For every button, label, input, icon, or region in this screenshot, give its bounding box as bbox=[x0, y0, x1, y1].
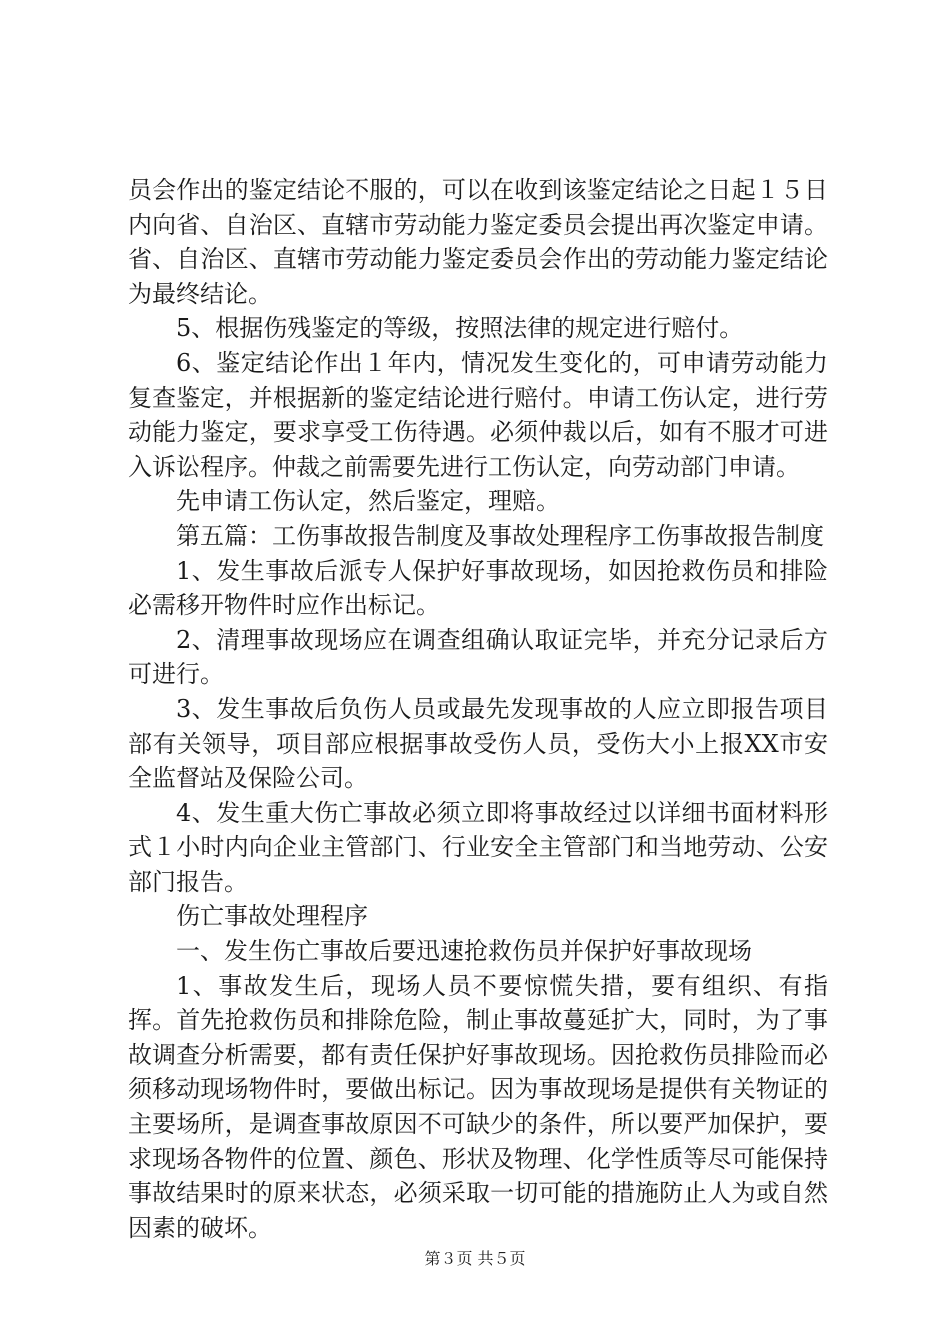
paragraph-item-5: 5、根据伤残鉴定的等级，按照法律的规定进行赔付。 bbox=[176, 314, 744, 343]
paragraph-report-2: 2、清理事故现场应在调查组确认取证完毕，并充分记录后方可进行。 bbox=[128, 625, 828, 689]
paragraph-report-1: 1、发生事故后派专人保护好事故现场，如因抢救伤员和排险必需移开物件时应作出标记。 bbox=[128, 556, 828, 620]
paragraph-procedure-1: 1、事故发生后，现场人员不要惊慌失措，要有组织、有指挥。首先抢救伤员和排除危险，制止事故蔓延扩大，同时，为了事故调查分析需要，都有责任保护好事故现场。因抢救伤员排险而必须移动现场物件时，要做出标记。因为事故现场是提供有关物证的主要场所，是调查事故原因不可缺少的条件，所以要严加保护，要求现场各物件的位置、颜色、形状及物理、化学性质等尽可能保持事故结果时的原来状态，必须采取一切可能的措施防止人为或自然因素的破坏。 bbox=[128, 971, 828, 1242]
paragraph-summary: 先申请工伤认定，然后鉴定，理赔。 bbox=[176, 487, 560, 516]
page-footer: 第３页 共５页 bbox=[424, 1249, 526, 1268]
section-heading: 第五篇：工伤事故报告制度及事故处理程序工伤事故报告制度 bbox=[176, 521, 824, 550]
document-body bbox=[128, 173, 828, 1245]
paragraph-report-4: 4、发生重大伤亡事故必须立即将事故经过以详细书面材料形式１小时内向企业主管部门、行业安全主管部门和当地劳动、公安部门报告。 bbox=[128, 798, 828, 896]
paragraph-report-3: 3、发生事故后负伤人员或最先发现事故的人应立即报告项目部有关领导，项目部应根据事故受伤人员，受伤大小上报XX市安全监督站及保险公司。 bbox=[128, 694, 828, 793]
paragraph-item-6: 6、鉴定结论作出１年内，情况发生变化的，可申请劳动能力复查鉴定，并根据新的鉴定结论进行赔付。申请工伤认定，进行劳动能力鉴定，要求享受工伤待遇。必须仲裁以后，如有不服才可进入诉讼程序。仲裁之前需要先进行工伤认定，向劳动部门申请。 bbox=[128, 348, 828, 481]
subsection-heading: 伤亡事故处理程序 bbox=[176, 902, 368, 931]
subsection-item-1: 一、发生伤亡事故后要迅速抢救伤员并保护好事故现场 bbox=[176, 937, 752, 966]
paragraph-continuation: 员会作出的鉴定结论不服的，可以在收到该鉴定结论之日起１５日内向省、自治区、直辖市劳动能力鉴定委员会提出再次鉴定申请。省、自治区、直辖市劳动能力鉴定委员会作出的劳动能力鉴定结论为最终结论。 bbox=[128, 176, 828, 308]
